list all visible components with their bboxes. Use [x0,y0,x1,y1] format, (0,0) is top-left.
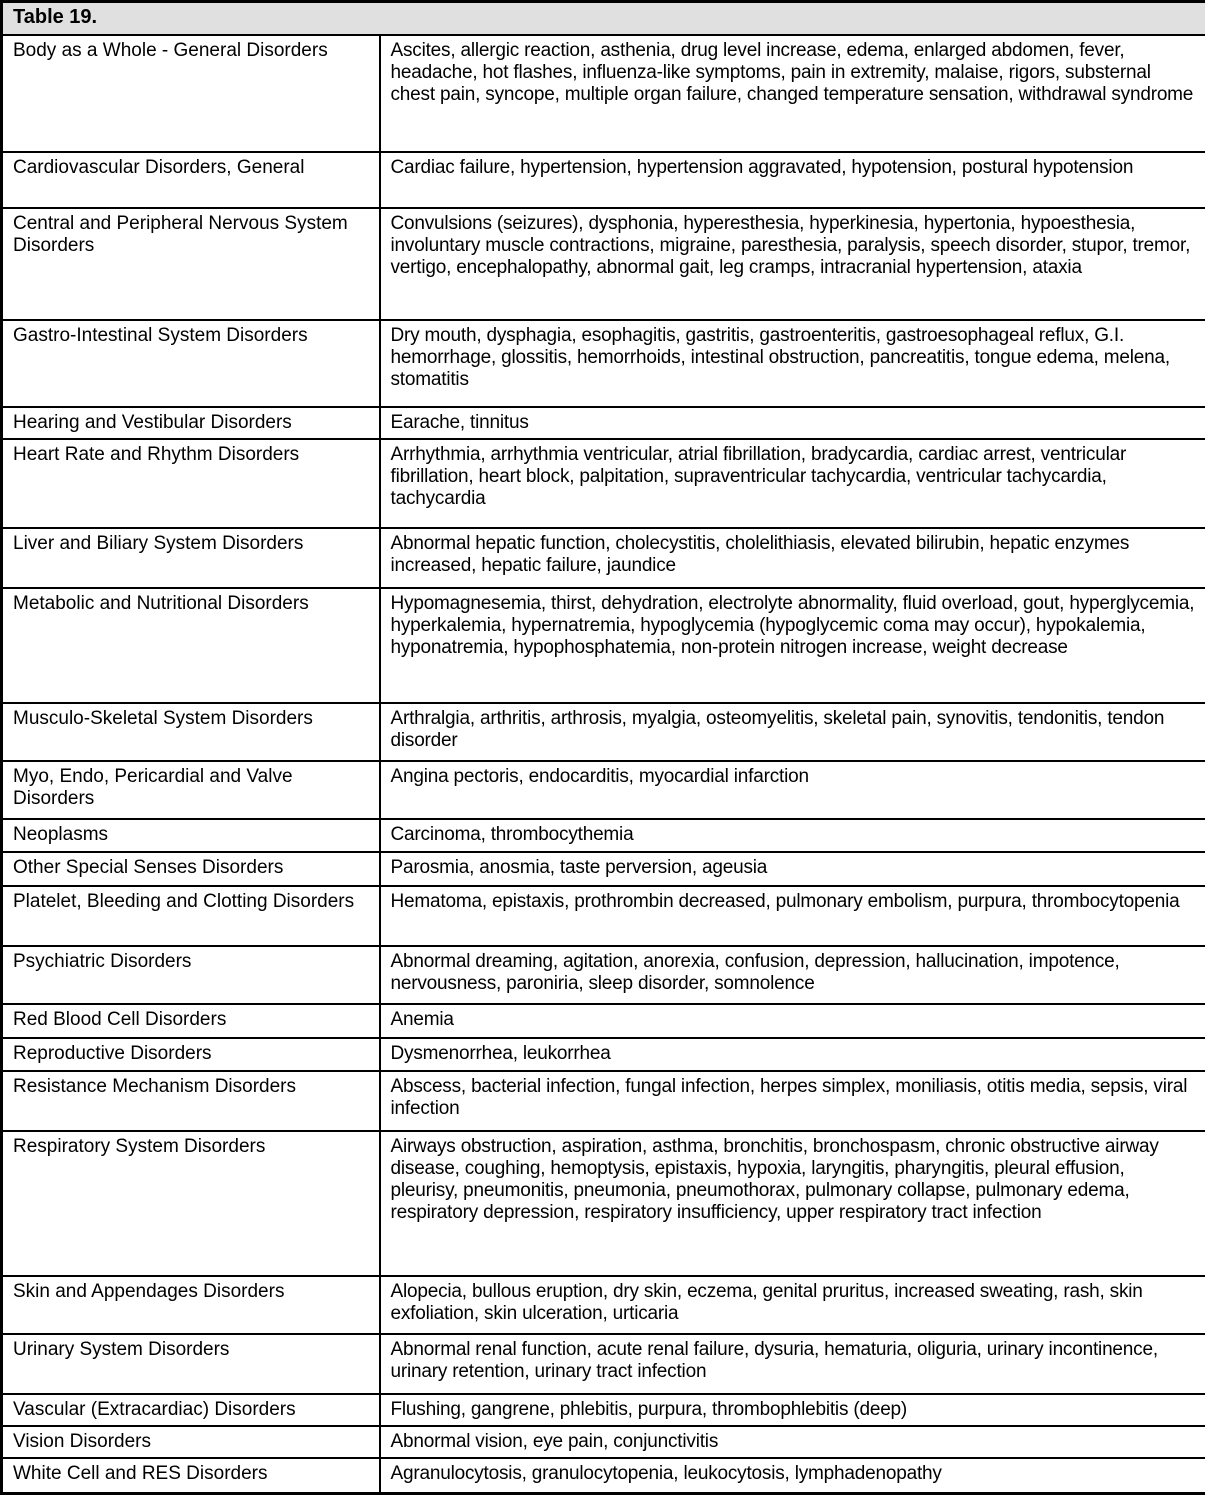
table-row [2,1038,1205,1071]
reactions-cell: Anemia [380,1004,1205,1038]
category-cell: Platelet, Bleeding and Clotting Disorders [2,886,380,946]
table-row [2,528,1205,588]
category-cell: Vision Disorders [2,1426,380,1458]
table-row [2,407,1205,439]
table-row [2,1334,1205,1394]
reactions-cell: Abnormal vision, eye pain, conjunctivitis [380,1426,1205,1458]
category-cell: Reproductive Disorders [2,1038,380,1071]
table-row [2,852,1205,886]
table-row [2,761,1205,819]
category-cell: Skin and Appendages Disorders [2,1276,380,1334]
reactions-cell: Dysmenorrhea, leukorrhea [380,1038,1205,1071]
table-row [2,208,1205,320]
table-title-row [2,2,1205,35]
category-cell: White Cell and RES Disorders [2,1458,380,1494]
category-cell: Neoplasms [2,819,380,852]
reactions-cell: Cardiac failure, hypertension, hypertension aggravated, hypotension, postural hypotension [380,152,1205,208]
category-cell: Central and Peripheral Nervous System Disorders [2,208,380,320]
reactions-cell: Dry mouth, dysphagia, esophagitis, gastritis, gastroenteritis, gastroesophageal reflux, G.I. hemorrhage, glossitis, hemorrhoids, intestinal obstruction, pancreatitis, tongue edema, melena, stomatitis [380,320,1205,407]
table-row [2,1276,1205,1334]
reactions-cell: Parosmia, anosmia, taste perversion, ageusia [380,852,1205,886]
category-cell: Gastro-Intestinal System Disorders [2,320,380,407]
table-title: Table 19. [2,2,1205,35]
category-cell: Body as a Whole - General Disorders [2,35,380,152]
table-row [2,886,1205,946]
table-row [2,1394,1205,1426]
category-cell: Musculo-Skeletal System Disorders [2,703,380,761]
category-cell: Liver and Biliary System Disorders [2,528,380,588]
category-cell: Urinary System Disorders [2,1334,380,1394]
reactions-cell: Hypomagnesemia, thirst, dehydration, electrolyte abnormality, fluid overload, gout, hyperglycemia, hyperkalemia, hypernatremia, hypoglycemia (hypoglycemic coma may occur), hypokalemia, hyponatremia, hypophosphatemia, non-protein nitrogen increase, weight decrease [380,588,1205,703]
reactions-cell: Abnormal hepatic function, cholecystitis, cholelithiasis, elevated bilirubin, hepatic enzymes increased, hepatic failure, jaundice [380,528,1205,588]
table-row [2,1426,1205,1458]
category-cell: Psychiatric Disorders [2,946,380,1004]
table-row [2,152,1205,208]
reactions-cell: Flushing, gangrene, phlebitis, purpura, thrombophlebitis (deep) [380,1394,1205,1426]
table-row [2,703,1205,761]
category-cell: Heart Rate and Rhythm Disorders [2,439,380,528]
table-row [2,1131,1205,1276]
reactions-cell: Earache, tinnitus [380,407,1205,439]
category-cell: Red Blood Cell Disorders [2,1004,380,1038]
reactions-cell: Arrhythmia, arrhythmia ventricular, atrial fibrillation, bradycardia, cardiac arrest, ventricular fibrillation, heart block, palpitation, supraventricular tachycardia, ventricular tachycardia, tachycardia [380,439,1205,528]
table-row [2,320,1205,407]
table-row [2,35,1205,152]
category-cell: Metabolic and Nutritional Disorders [2,588,380,703]
reactions-cell: Ascites, allergic reaction, asthenia, drug level increase, edema, enlarged abdomen, fever, headache, hot flashes, influenza-like symptoms, pain in extremity, malaise, rigors, substernal chest pain, syncope, multiple organ failure, changed temperature sensation, withdrawal syndrome [380,35,1205,152]
reactions-cell: Arthralgia, arthritis, arthrosis, myalgia, osteomyelitis, skeletal pain, synovitis, tendonitis, tendon disorder [380,703,1205,761]
table-row [2,819,1205,852]
category-cell: Respiratory System Disorders [2,1131,380,1276]
reactions-cell: Hematoma, epistaxis, prothrombin decreased, pulmonary embolism, purpura, thrombocytopenia [380,886,1205,946]
category-cell: Other Special Senses Disorders [2,852,380,886]
table-row [2,1458,1205,1494]
reactions-cell: Alopecia, bullous eruption, dry skin, eczema, genital pruritus, increased sweating, rash, skin exfoliation, skin ulceration, urticaria [380,1276,1205,1334]
reactions-cell: Angina pectoris, endocarditis, myocardial infarction [380,761,1205,819]
reactions-cell: Convulsions (seizures), dysphonia, hyperesthesia, hyperkinesia, hypertonia, hypoesthesia, involuntary muscle contractions, migraine, paresthesia, paralysis, speech disorder, stupor, tremor, vertigo, encephalopathy, abnormal gait, leg cramps, intracranial hypertension, ataxia [380,208,1205,320]
table-row [2,1004,1205,1038]
reactions-cell: Airways obstruction, aspiration, asthma, bronchitis, bronchospasm, chronic obstructive airway disease, coughing, hemoptysis, epistaxis, hypoxia, laryngitis, pharyngitis, pleural effusion, pleurisy, pneumonitis, pneumonia, pneumothorax, pulmonary collapse, pulmonary edema, respiratory depression, respiratory insufficiency, upper respiratory tract infection [380,1131,1205,1276]
reactions-cell: Abscess, bacterial infection, fungal infection, herpes simplex, moniliasis, otitis media, sepsis, viral infection [380,1071,1205,1131]
table-row [2,588,1205,703]
category-cell: Hearing and Vestibular Disorders [2,407,380,439]
table-row [2,439,1205,528]
category-cell: Vascular (Extracardiac) Disorders [2,1394,380,1426]
category-cell: Resistance Mechanism Disorders [2,1071,380,1131]
reactions-cell: Abnormal dreaming, agitation, anorexia, confusion, depression, hallucination, impotence, nervousness, paroniria, sleep disorder, somnolence [380,946,1205,1004]
table-row [2,1071,1205,1131]
reactions-cell: Abnormal renal function, acute renal failure, dysuria, hematuria, oliguria, urinary incontinence, urinary retention, urinary tract infection [380,1334,1205,1394]
category-cell: Cardiovascular Disorders, General [2,152,380,208]
reactions-cell: Agranulocytosis, granulocytopenia, leukocytosis, lymphadenopathy [380,1458,1205,1494]
table-row [2,946,1205,1004]
reactions-cell: Carcinoma, thrombocythemia [380,819,1205,852]
category-cell: Myo, Endo, Pericardial and Valve Disorders [2,761,380,819]
